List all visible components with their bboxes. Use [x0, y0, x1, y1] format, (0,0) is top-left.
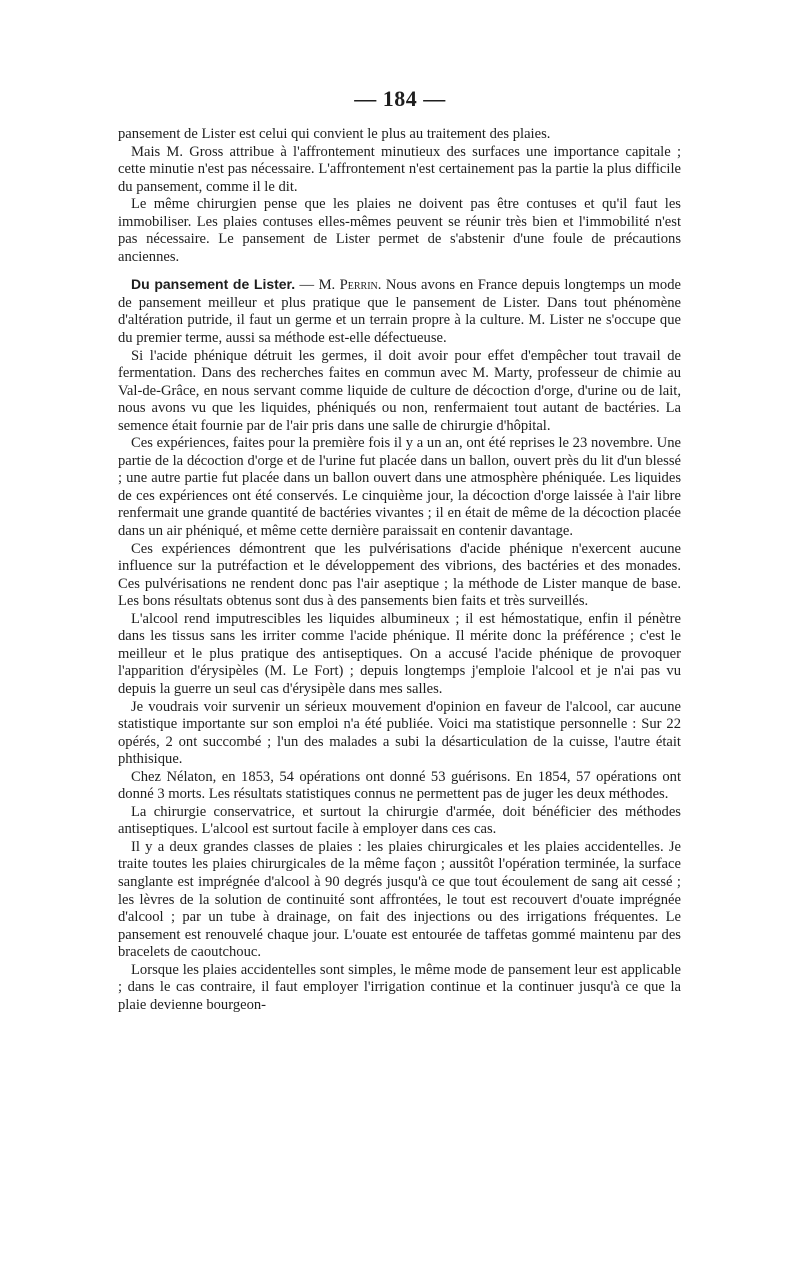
paragraph-wound-classes: Il y a deux grandes classes de plaies : les plaies chirurgicales et les plaies accidentelles. Je traite toutes les plaies chirurgicales de la même façon ; aussitôt l'opération terminée, la surface sanglante est imprégnée d'alcool à 90 degrés jusqu'à ce que tout écoulement de sang ait cessé ; les lèvres de la solution de continuité sont affrontées, le tout est recouvert d'ouate imprégnée d'alcool ; par un tube à drainage, on fait des injections ou des irrigations fréquentes. Le pansement est renouvelé chaque jour. L'ouate est entourée de taffetas gommé maintenu par des bracelets de caoutchouc.: [118, 838, 681, 961]
paragraph-phenic-acid: Si l'acide phénique détruit les germes, il doit avoir pour effet d'empêcher tout travail de fermentation. Dans des recherches faites en commun avec M. Marty, professeur de chimie au Val-de-Grâce, en nous servant comme liquide de culture de décoction d'orge, d'urine ou de lait, nous avons vu que les liquides, phéniqués ou non, renfermaient tout autant de bactéries. La semence était fournie par de l'air pris dans une salle de chirurgie d'hôpital.: [118, 347, 681, 434]
section-intro: . Nous avons en France depuis longtemps un mode de pansement meilleur et plus pratique que le pansement de Lister. Dans tout phénomène d'altération putride, il faut un germe et un terrain propre à la culture. M. Lister ne s'occupe que du premier terme, aussi sa méthode est-elle défectueuse.: [118, 277, 682, 347]
page-number: — 184 —: [354, 86, 446, 111]
paragraph-gross: Mais M. Gross attribue à l'affrontement minutieux des surfaces une importance capitale ; cette minutie n'est pas nécessaire. L'affrontement n'est certainement pas la partie la plus difficile du pansement, comme il le dit.: [118, 143, 681, 195]
paragraph-contused-wounds: Le même chirurgien pense que les plaies ne doivent pas être contuses et qu'il faut les immobiliser. Les plaies contuses elles-mêmes peuvent se réunir très bien et l'immobilité n'est pas nécessaire. Le pansement de Lister permet de s'abstenir d'une foule de précautions anciennes.: [118, 196, 681, 265]
paragraph-experiments: Ces expériences, faites pour la première fois il y a un an, ont été reprises le 23 novembre. Une partie de la décoction d'orge et de l'urine fut placée dans un ballon, ouvert près du lit d'un blessé ; une autre partie fut placée dans un ballon ouvert dans une atmosphère phéniquée. Les liquides de ces expériences ont été conservés. Le cinquième jour, la décoction d'orge laissée à l'air libre renfermait une grande quantité de bactéries vivantes ; il en était de même de la décoction placée dans un air phéniqué, et même cette dernière paraissait en contenir davantage.: [118, 435, 681, 540]
paragraph-continuation: pansement de Lister est celui qui convient le plus au traitement des plaies.: [118, 126, 551, 142]
document-body: [118, 126, 681, 1014]
paragraph-nelaton: Chez Nélaton, en 1853, 54 opérations ont donné 53 guérisons. En 1854, 57 opérations ont donné 3 morts. Les résultats statistiques connus ne permettent pas de juger les deux méthodes.: [118, 768, 681, 803]
paragraph-pulverisations: Ces expériences démontrent que les pulvérisations d'acide phénique n'exercent aucune influence sur la putréfaction et le développement des vibrions, des bactéries et des monades. Ces pulvérisations ne rendent donc pas l'air aseptique ; la méthode de Lister manque de base. Les bons résultats obtenus sont dus à des pansements bien faits et très surveillés.: [118, 540, 681, 610]
section-dash: — M.: [295, 277, 340, 294]
paragraph-military-surgery: La chirurgie conservatrice, et surtout la chirurgie d'armée, doit bénéficier des méthodes antiseptiques. L'alcool est surtout facile à employer dans ces cas.: [118, 803, 681, 838]
paragraph-accidental-wounds: Lorsque les plaies accidentelles sont simples, le même mode de pansement leur est applicable ; dans le cas contraire, il faut employer l'irrigation continue et la continuer jusqu'à ce que la plaie devienne bourgeon-: [118, 961, 681, 1013]
paragraph-alcohol: L'alcool rend imputrescibles les liquides albumineux ; il est hémostatique, enfin il pénètre dans les tissus sans les irriter comme l'acide phénique. Il mérite donc la préférence ; c'est le meilleur et le plus pratique des antiseptiques. On a accusé l'acide phénique de provoquer l'apparition d'érysipèles (M. Le Fort) ; depuis longtemps j'emploie l'alcool et je n'ai pas vu depuis la guerre un seul cas d'érysipèle dans mes salles.: [118, 610, 681, 697]
paragraph-opinion: Je voudrais voir survenir un sérieux mouvement d'opinion en faveur de l'alcool, car aucune statistique importante sur son emploi n'a été publiée. Voici ma statistique personnelle : Sur 22 opérés, 2 ont succombé ; l'un des malades a subi la désarticulation de la cuisse, l'autre était phthisique.: [118, 698, 681, 768]
section-lister: [118, 276, 681, 347]
section-heading: Du pansement de Lister.: [131, 276, 296, 293]
section-author: Perrin: [339, 277, 378, 294]
